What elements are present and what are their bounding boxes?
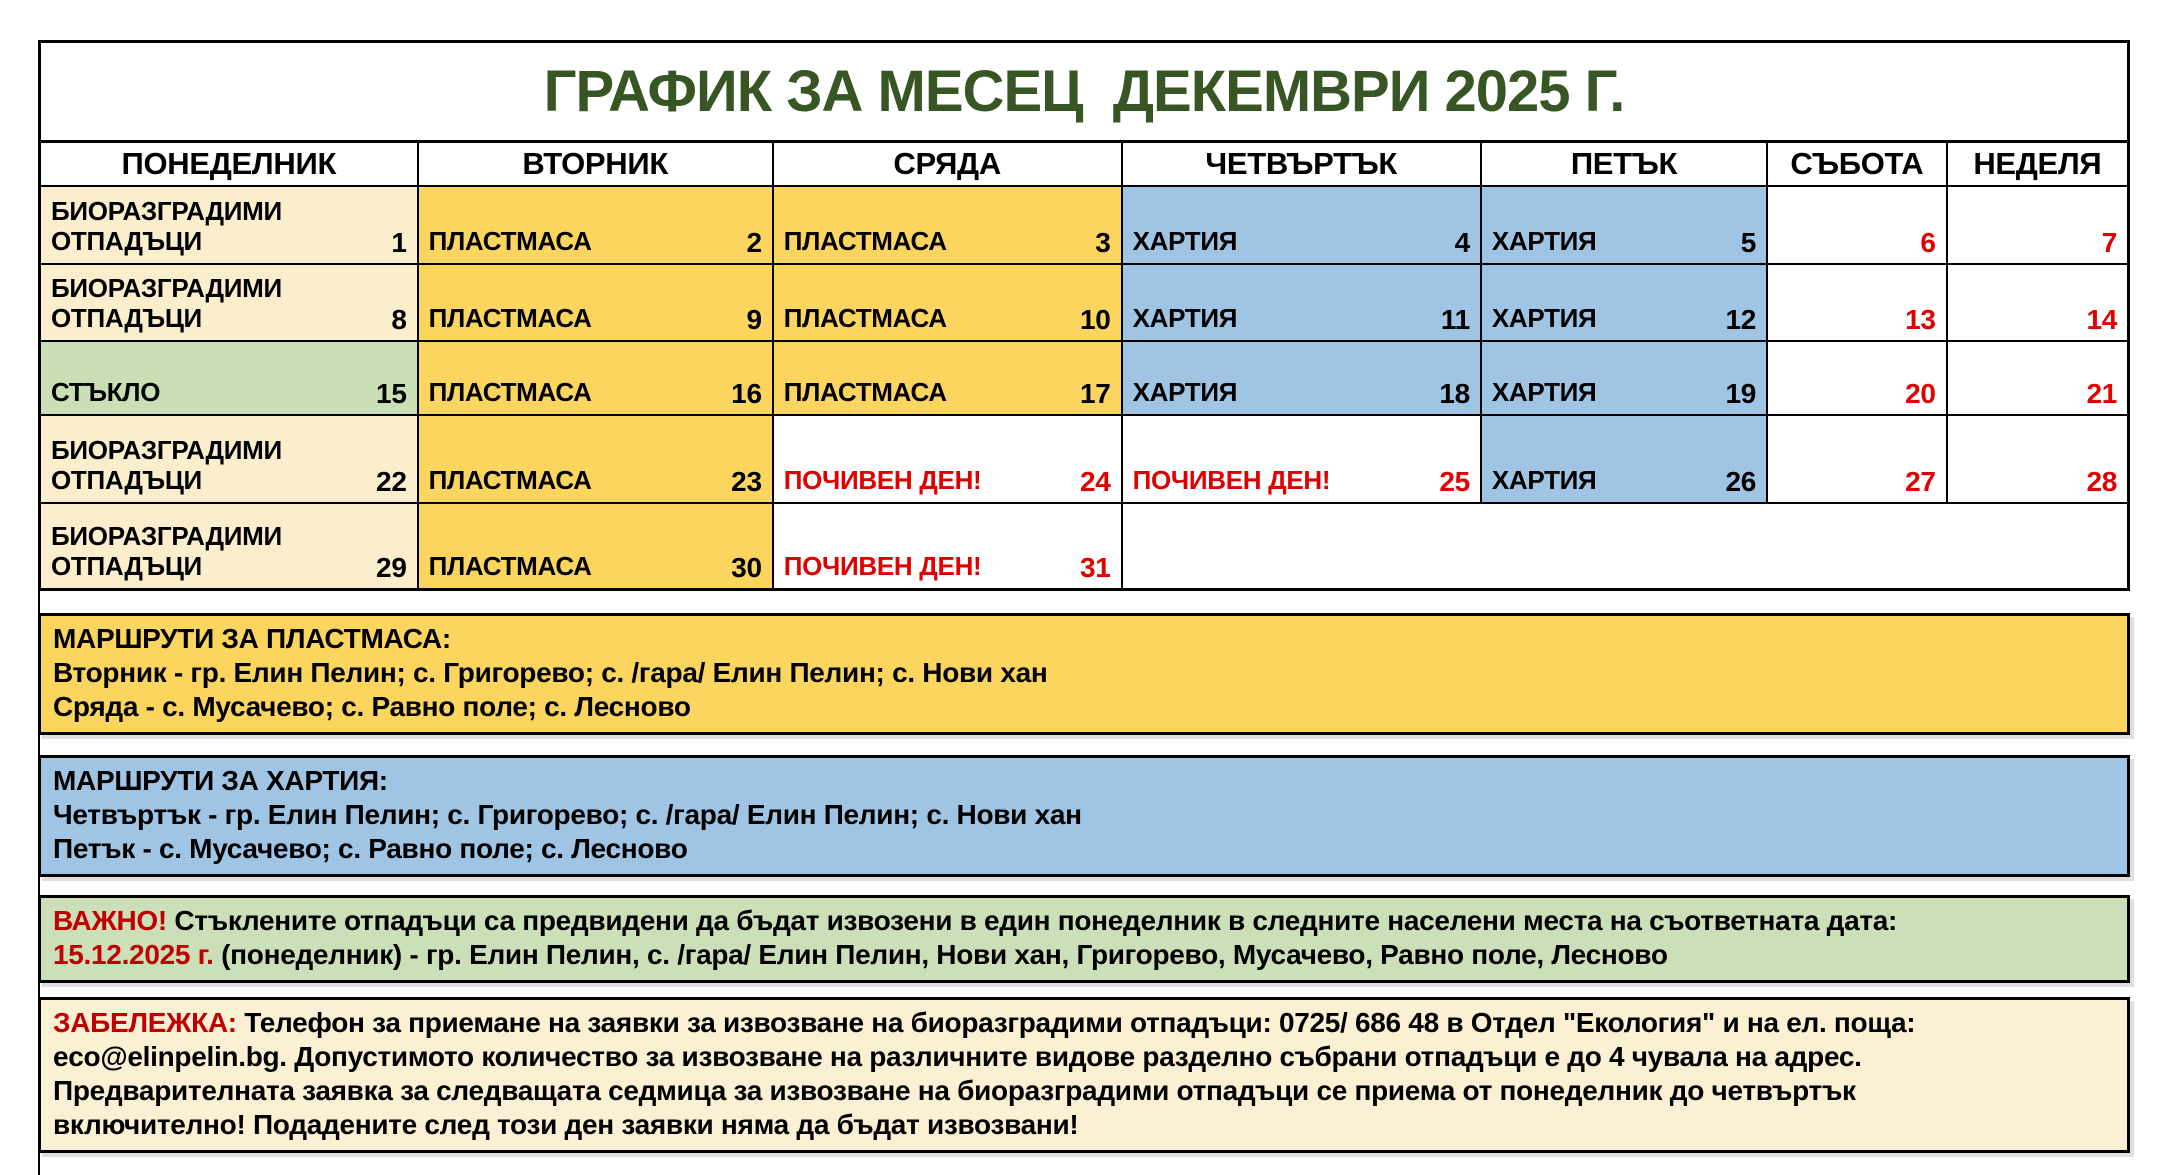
calendar-cell-7 xyxy=(1947,186,2129,264)
cell-date-number: 16 xyxy=(731,378,762,409)
cell-waste-label: БИОРАЗГРАДИМИ ОТПАДЪЦИ xyxy=(51,195,282,257)
weekday-header-row xyxy=(40,142,2129,187)
cell-date-number: 22 xyxy=(376,466,407,497)
cell-waste-label: ПЛАСТМАСА xyxy=(428,303,592,334)
weekday-header-saturday: СЪБОТА xyxy=(1767,142,1947,187)
note-box xyxy=(38,997,2130,1153)
paper-routes-title: МАРШРУТИ ЗА ХАРТИЯ: xyxy=(53,765,388,796)
cell-waste-label: ПЛАСТМАСА xyxy=(428,377,592,408)
note-label: ЗАБЕЛЕЖКА: xyxy=(53,1007,237,1038)
paper-routes-line: Петък - с. Мусачево; с. Равно поле; с. Лесново xyxy=(53,833,688,864)
cell-waste-label: ХАРТИЯ xyxy=(1491,303,1597,334)
calendar-week-row xyxy=(40,503,2129,590)
cell-date-number: 8 xyxy=(391,304,407,335)
calendar-cell-14 xyxy=(1947,264,2129,341)
calendar-cell-29 xyxy=(40,503,418,590)
calendar-cell-12 xyxy=(1481,264,1767,341)
cell-waste-label: ПЛАСТМАСА xyxy=(428,226,592,257)
cell-date-number: 17 xyxy=(1080,378,1111,409)
calendar-cell-2 xyxy=(418,186,773,264)
cell-date-number: 26 xyxy=(1725,466,1757,497)
calendar-cell-1 xyxy=(40,186,418,264)
calendar-cell-27 xyxy=(1767,415,1947,503)
calendar-cell-empty xyxy=(1122,503,2129,590)
plastic-routes-line: Вторник - гр. Елин Пелин; с. Григорево; с. /гара/ Елин Пелин; с. Нови хан xyxy=(53,657,1048,688)
cell-waste-label: БИОРАЗГРАДИМИ ОТПАДЪЦИ xyxy=(51,520,282,582)
cell-date-number: 12 xyxy=(1725,304,1757,335)
calendar-cell-31 xyxy=(773,503,1122,590)
cell-date-number: 13 xyxy=(1905,304,1936,335)
weekday-header-sunday: НЕДЕЛЯ xyxy=(1947,142,2129,187)
important-date: 15.12.2025 г. xyxy=(53,939,214,970)
title-box xyxy=(38,40,2130,140)
calendar-cell-8 xyxy=(40,264,418,341)
cell-waste-label: БИОРАЗГРАДИМИ ОТПАДЪЦИ xyxy=(51,272,282,334)
important-text-2: (понеделник) - гр. Елин Пелин, с. /гара/ Елин Пелин, Нови хан, Григорево, Мусачево, Равно поле, Лесново xyxy=(213,939,1668,970)
cell-date-number: 4 xyxy=(1454,227,1470,258)
weekday-header-friday: ПЕТЪК xyxy=(1481,142,1767,187)
cell-waste-label: ПЛАСТМАСА xyxy=(783,303,947,334)
cell-date-number: 14 xyxy=(2086,304,2117,335)
paper-routes-box xyxy=(38,755,2130,877)
schedule-main xyxy=(38,40,2130,1153)
calendar-week-row xyxy=(40,264,2129,341)
calendar-cell-15 xyxy=(40,341,418,415)
calendar-cell-18 xyxy=(1122,341,1481,415)
cell-date-number: 21 xyxy=(2086,378,2117,409)
calendar-cell-4 xyxy=(1122,186,1481,264)
cell-date-number: 29 xyxy=(376,552,407,583)
cell-waste-label: ХАРТИЯ xyxy=(1491,226,1597,257)
weekday-header-tuesday: ВТОРНИК xyxy=(418,142,773,187)
calendar-table xyxy=(38,140,2130,591)
cell-date-number: 24 xyxy=(1080,466,1111,497)
important-line xyxy=(53,904,2115,938)
calendar-cell-25 xyxy=(1122,415,1481,503)
cell-waste-label: ПЛАСТМАСА xyxy=(428,551,592,582)
calendar-cell-16 xyxy=(418,341,773,415)
note-line: eco@elinpelin.bg. Допустимото количество за извозване на различните видове разделно събрани отпадъци е до 4 чувала на адрес. xyxy=(53,1041,1862,1072)
cell-date-number: 6 xyxy=(1920,227,1936,258)
cell-date-number: 18 xyxy=(1439,378,1470,409)
cell-date-number: 3 xyxy=(1095,227,1111,258)
cell-date-number: 25 xyxy=(1439,466,1470,497)
calendar-week-row xyxy=(40,341,2129,415)
calendar-cell-11 xyxy=(1122,264,1481,341)
calendar-cell-19 xyxy=(1481,341,1767,415)
cell-waste-label: ПОЧИВЕН ДЕН! xyxy=(783,465,982,496)
cell-waste-label: ХАРТИЯ xyxy=(1491,465,1597,496)
note-text-1: Телефон за приемане на заявки за извозване на биоразградими отпадъци: 0725/ 686 48 в Отдел "Екология" и на ел. поща: xyxy=(236,1007,1916,1038)
note-line: Предварителната заявка за следващата седмица за извозване на биоразградими отпадъци се приема от понеделник до четвъртък xyxy=(53,1075,1856,1106)
cell-date-number: 19 xyxy=(1725,378,1757,409)
cell-waste-label: СТЪКЛО xyxy=(51,377,161,408)
cell-waste-label: ПОЧИВЕН ДЕН! xyxy=(783,551,982,582)
cell-waste-label: БИОРАЗГРАДИМИ ОТПАДЪЦИ xyxy=(51,434,282,496)
cell-date-number: 20 xyxy=(1905,378,1936,409)
calendar-cell-13 xyxy=(1767,264,1947,341)
calendar-cell-30 xyxy=(418,503,773,590)
cell-date-number: 1 xyxy=(391,227,407,258)
calendar-cell-5 xyxy=(1481,186,1767,264)
cell-waste-label: ПОЧИВЕН ДЕН! xyxy=(1132,465,1331,496)
weekday-header-monday: ПОНЕДЕЛНИК xyxy=(40,142,418,187)
calendar-body xyxy=(40,186,2129,590)
cell-date-number: 11 xyxy=(1440,304,1470,335)
calendar-cell-21 xyxy=(1947,341,2129,415)
plastic-routes-line: Сряда - с. Мусачево; с. Равно поле; с. Лесново xyxy=(53,691,691,722)
cell-date-number: 28 xyxy=(2086,466,2117,497)
page-title: ГРАФИК ЗА МЕСЕЦ ДЕКЕМВРИ 2025 Г. xyxy=(543,59,1625,124)
calendar-cell-3 xyxy=(773,186,1122,264)
cell-date-number: 23 xyxy=(731,466,762,497)
cell-date-number: 15 xyxy=(376,378,407,409)
cell-date-number: 27 xyxy=(1905,466,1936,497)
cell-waste-label: ПЛАСТМАСА xyxy=(783,377,947,408)
calendar-cell-6 xyxy=(1767,186,1947,264)
calendar-week-row xyxy=(40,186,2129,264)
cell-waste-label: ХАРТИЯ xyxy=(1132,226,1238,257)
note-line: включително! Подадените след този ден заявки няма да бъдат извозвани! xyxy=(53,1109,1079,1140)
cell-waste-label: ПЛАСТМАСА xyxy=(783,226,947,257)
plastic-routes-title: МАРШРУТИ ЗА ПЛАСТМАСА: xyxy=(53,623,451,654)
paper-routes-line: Четвъртък - гр. Елин Пелин; с. Григорево; с. /гара/ Елин Пелин; с. Нови хан xyxy=(53,799,1082,830)
cell-date-number: 10 xyxy=(1080,304,1111,335)
cell-waste-label: ХАРТИЯ xyxy=(1132,377,1238,408)
calendar-cell-20 xyxy=(1767,341,1947,415)
cell-waste-label: ХАРТИЯ xyxy=(1491,377,1597,408)
weekday-header-wednesday: СРЯДА xyxy=(773,142,1122,187)
calendar-cell-26 xyxy=(1481,415,1767,503)
weekday-header-thursday: ЧЕТВЪРТЪК xyxy=(1122,142,1481,187)
calendar-cell-28 xyxy=(1947,415,2129,503)
cell-date-number: 7 xyxy=(2101,227,2117,258)
note-line xyxy=(53,1006,2115,1040)
important-text-1: Стъклените отпадъци са предвидени да бъдат извозени в един понеделник в следните населени места на съответната дата: xyxy=(166,905,1898,936)
cell-date-number: 30 xyxy=(731,552,762,583)
calendar-cell-9 xyxy=(418,264,773,341)
calendar-cell-22 xyxy=(40,415,418,503)
plastic-routes-box xyxy=(38,613,2130,735)
calendar-cell-24 xyxy=(773,415,1122,503)
important-glass-box xyxy=(38,895,2130,983)
important-label: ВАЖНО! xyxy=(53,905,167,936)
calendar-cell-23 xyxy=(418,415,773,503)
cell-date-number: 9 xyxy=(746,304,762,335)
cell-waste-label: ХАРТИЯ xyxy=(1132,303,1238,334)
calendar-cell-17 xyxy=(773,341,1122,415)
cell-waste-label: ПЛАСТМАСА xyxy=(428,465,592,496)
cell-date-number: 5 xyxy=(1740,227,1757,258)
cell-date-number: 2 xyxy=(746,227,762,258)
calendar-cell-10 xyxy=(773,264,1122,341)
calendar-week-row xyxy=(40,415,2129,503)
important-line xyxy=(53,938,2115,972)
cell-date-number: 31 xyxy=(1080,552,1111,583)
